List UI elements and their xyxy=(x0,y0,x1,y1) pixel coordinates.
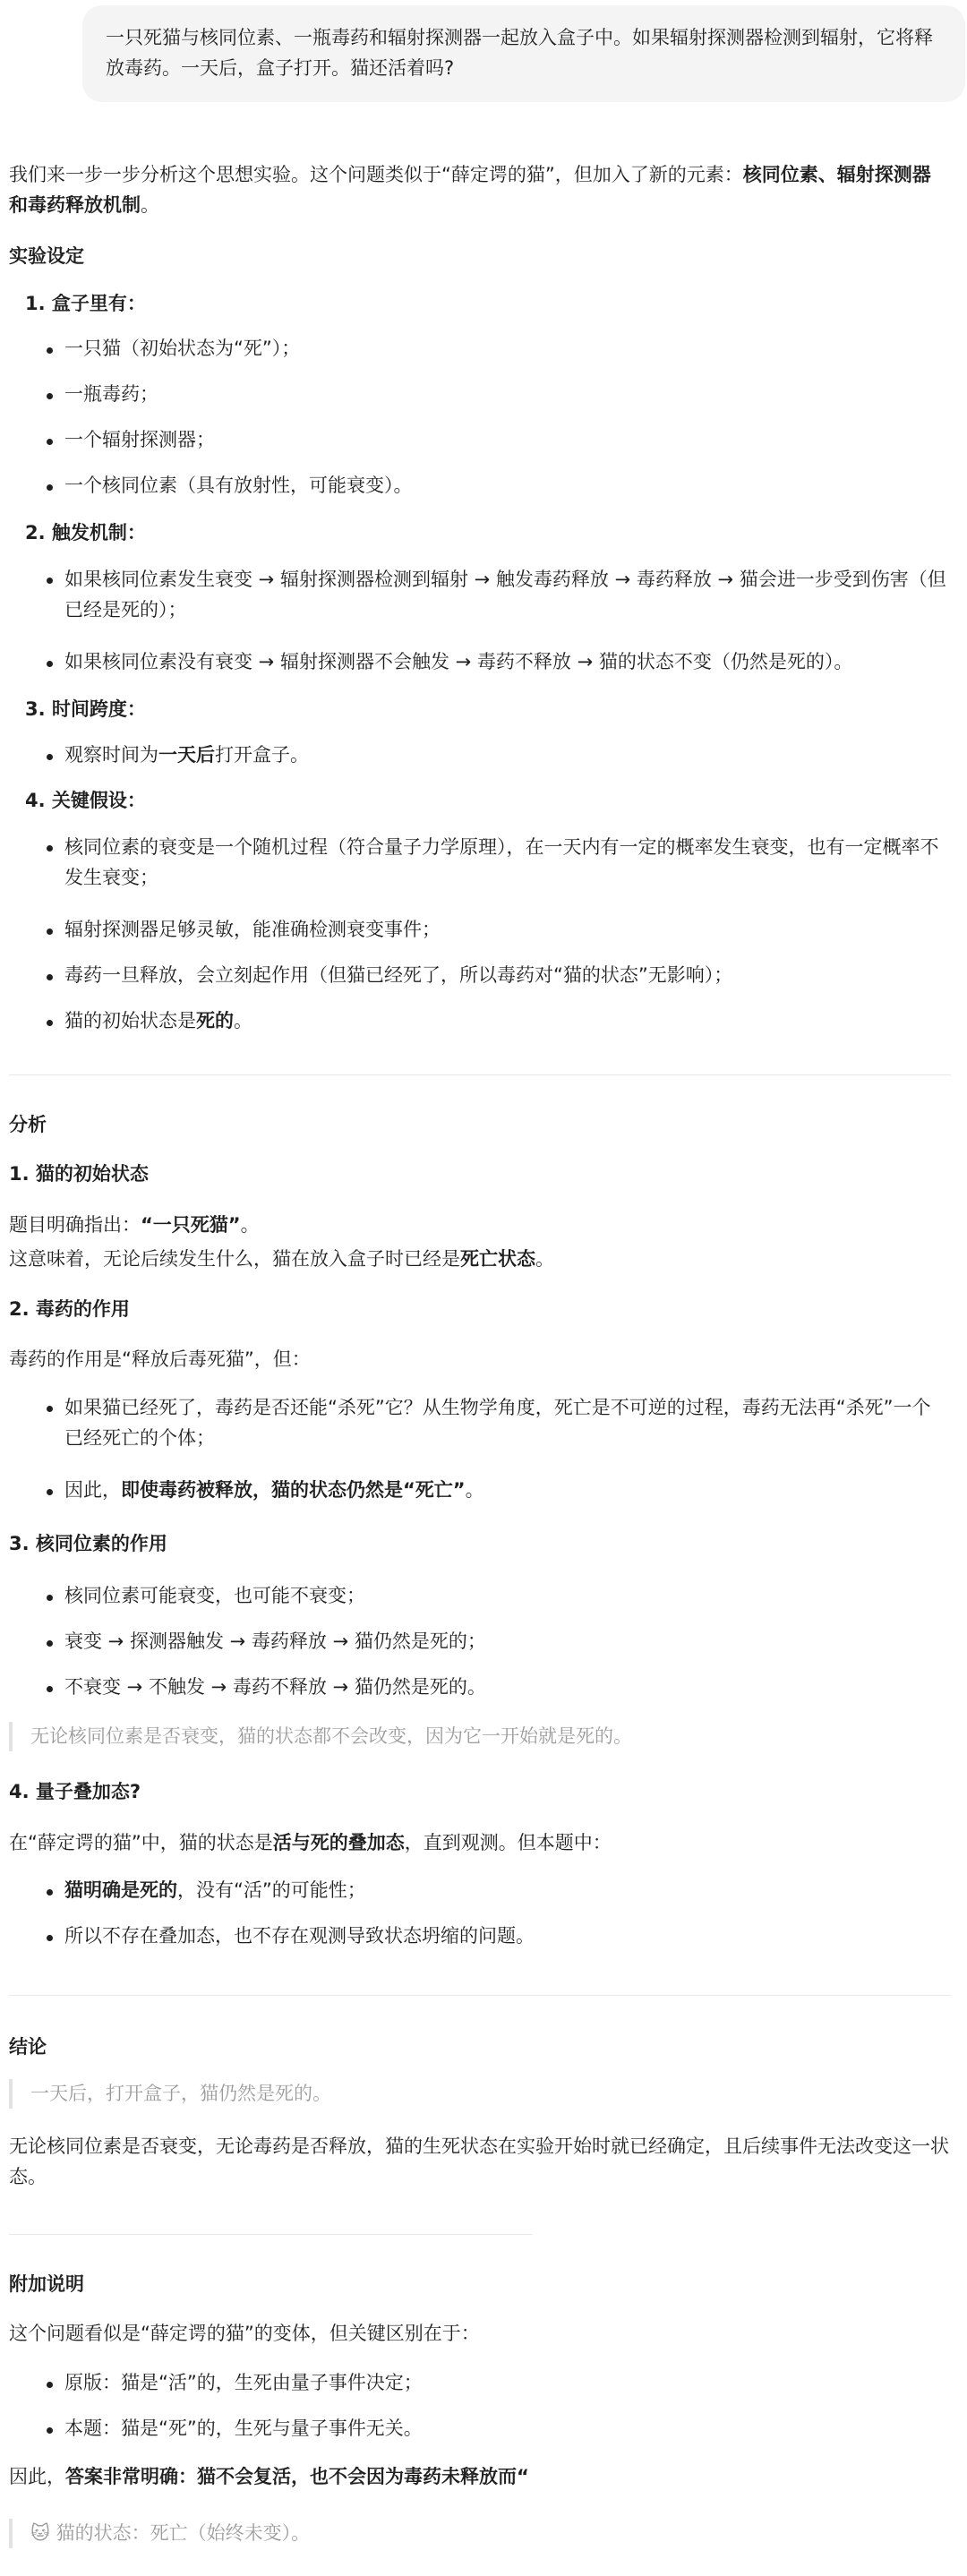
conclusion-text: 无论核同位素是否衰变，无论毒药是否释放，猫的生死状态在实验开始时就已经确定，且后续事件无法改变这一状态。 xyxy=(9,2135,949,2188)
analysis-2-title: 2. 毒药的作用 xyxy=(9,1298,130,1320)
list-item: 不衰变 → 不触发 → 毒药不释放 → 猫仍然是死的。 xyxy=(64,1673,946,1702)
list-item: 核同位素可能衰变，也可能不衰变； xyxy=(64,1581,946,1611)
analysis-1-line-2: 这意味着，无论后续发生什么，猫在放入盒子时已经是死亡状态。 xyxy=(9,1248,554,1270)
list-item: 原版：猫是“活”的，生死由量子事件决定； xyxy=(64,2368,946,2398)
notes-intro: 这个问题看似是“薛定谔的猫”的变体，但关键区别在于： xyxy=(9,2323,480,2344)
list-item: 一瓶毒药； xyxy=(64,380,946,409)
list-item: 毒药一旦释放，会立刻起作用（但猫已经死了，所以毒药对“猫的状态”无影响）； xyxy=(64,961,946,990)
analysis-3-quote: 无论核同位素是否衰变，猫的状态都不会改变，因为它一开始就是死的。 xyxy=(9,1722,951,1751)
intro-paragraph: 我们来一步一步分析这个思想实验。这个问题类似于“薛定谔的猫”，但加入了新的元素：核同位素、辐射探测器和毒药释放机制。 xyxy=(9,164,931,217)
list-item: 一个辐射探测器； xyxy=(64,425,946,455)
status-text: 猫的状态：死亡（始终未变）。 xyxy=(56,2522,311,2544)
list-item: 核同位素的衰变是一个随机过程（符合量子力学原理），在一天内有一定的概率发生衰变，也有一定概率不发生衰变； xyxy=(64,832,946,893)
fade-overlay xyxy=(537,2212,967,2576)
list-item: 辐射探测器足够灵敏，能准确检测衰变事件； xyxy=(64,915,946,945)
analysis-3-title: 3. 核同位素的作用 xyxy=(9,1533,167,1554)
cat-emoji-icon: 🐱 xyxy=(30,2522,50,2544)
setup-item-4-title: 4. 关键假设： xyxy=(25,790,146,811)
list-item: 一只猫（初始状态为“死”）； xyxy=(64,334,946,364)
list-item: 因此，即使毒药被释放，猫的状态仍然是“死亡”。 xyxy=(64,1476,946,1505)
list-item: 一个核同位素（具有放射性，可能衰变）。 xyxy=(64,471,946,501)
list-item: 所以不存在叠加态，也不存在观测导致状态坍缩的问题。 xyxy=(64,1921,946,1951)
user-message-bubble xyxy=(82,5,965,102)
notes-heading: 附加说明 xyxy=(9,2273,84,2295)
list-item: 如果核同位素发生衰变 → 辐射探测器检测到辐射 → 触发毒药释放 → 毒药释放 → 猫会进一步受到伤害（但已经是死的）； xyxy=(64,564,946,625)
analysis-1-line-1: 题目明确指出：“一只死猫”。 xyxy=(9,1214,260,1236)
divider xyxy=(9,1074,951,1075)
list-item: 如果猫已经死了，毒药是否还能“杀死”它？从生物学角度，死亡是不可逆的过程，毒药无法再“杀死”一个已经死亡的个体； xyxy=(64,1392,946,1453)
setup-item-2-title: 2. 触发机制： xyxy=(25,522,146,543)
analysis-1-title: 1. 猫的初始状态 xyxy=(9,1163,149,1185)
list-item: 猫明确是死的，没有“活”的可能性； xyxy=(64,1876,946,1905)
conclusion-heading: 结论 xyxy=(9,2036,47,2058)
list-item: 猫的初始状态是死的。 xyxy=(64,1006,946,1036)
list-item: 本题：猫是“死”的，生死与量子事件无关。 xyxy=(64,2414,946,2443)
list-item: 如果核同位素没有衰变 → 辐射探测器不会触发 → 毒药不释放 → 猫的状态不变（仍然是死的）。 xyxy=(64,647,946,677)
intro-bold: 核同位素、辐射探测器和毒药释放机制 xyxy=(9,164,931,217)
analysis-4-intro: 在“薛定谔的猫”中，猫的状态是活与死的叠加态，直到观测。但本题中： xyxy=(9,1832,612,1853)
divider xyxy=(9,1995,951,1996)
notes-final: 因此，答案非常明确：猫不会复活，也不会因为毒药未释放而“ xyxy=(9,2466,529,2487)
conclusion-quote: 一天后，打开盒子，猫仍然是死的。 xyxy=(9,2079,951,2109)
list-item: 观察时间为一天后打开盒子。 xyxy=(64,740,946,770)
setup-item-1-title: 1. 盒子里有： xyxy=(25,293,146,314)
setup-item-3-title: 3. 时间跨度： xyxy=(25,698,146,720)
setup-heading: 实验设定 xyxy=(9,245,84,267)
user-question-text: 一只死猫与核同位素、一瓶毒药和辐射探测器一起放入盒子中。如果辐射探测器检测到辐射，它将释放毒药。一天后，盒子打开。猫还活着吗? xyxy=(106,27,933,79)
divider xyxy=(9,2234,533,2235)
analysis-heading: 分析 xyxy=(9,1114,47,1135)
analysis-2-intro: 毒药的作用是“释放后毒死猫”，但： xyxy=(9,1348,311,1370)
analysis-4-title: 4. 量子叠加态? xyxy=(9,1781,141,1802)
list-item: 衰变 → 探测器触发 → 毒药释放 → 猫仍然是死的； xyxy=(64,1627,946,1656)
